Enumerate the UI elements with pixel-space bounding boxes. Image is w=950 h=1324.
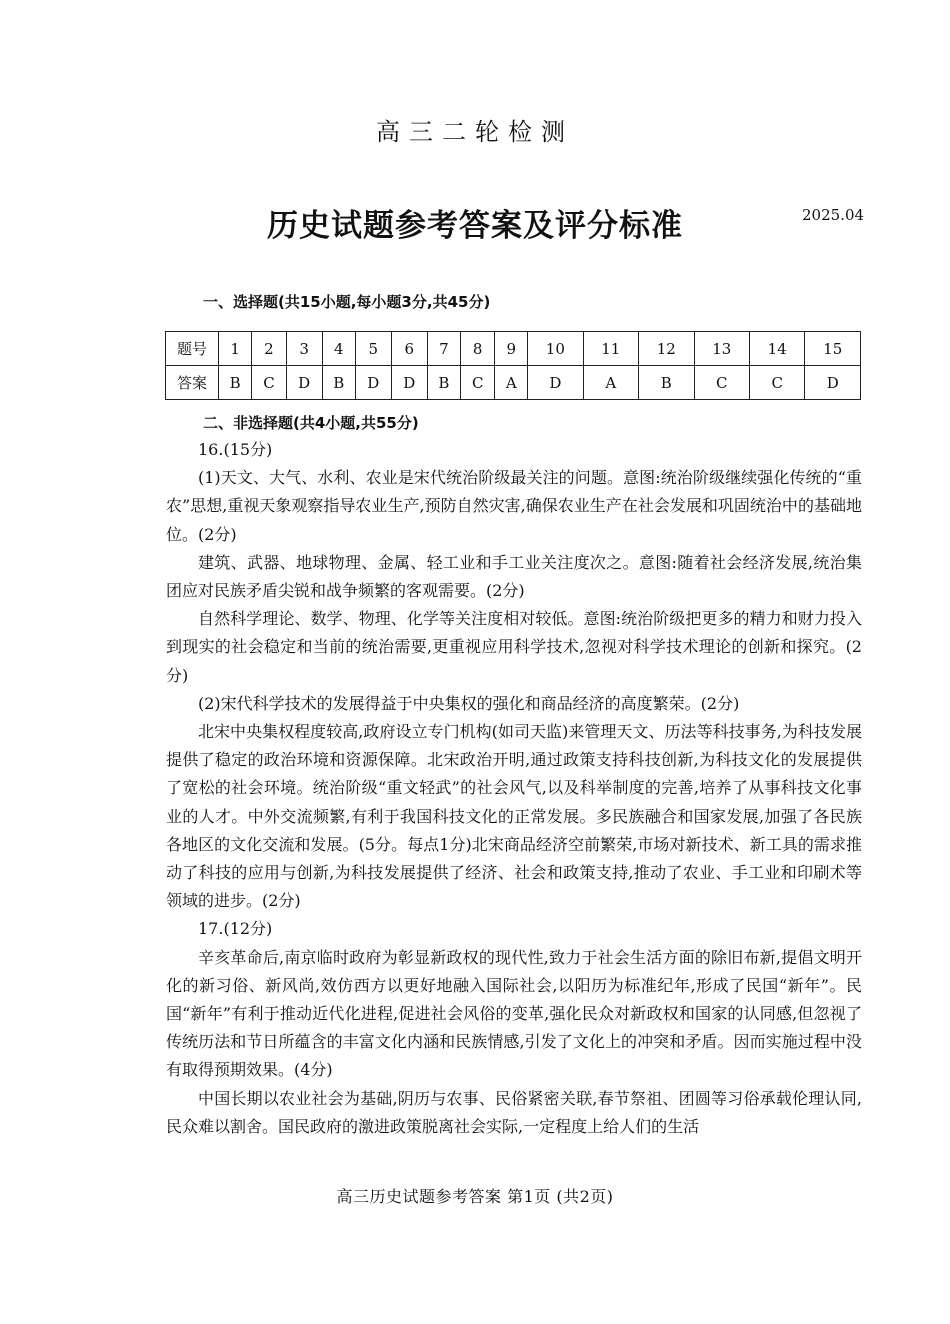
- answer-cell: B: [427, 366, 460, 400]
- question-number: 4: [322, 332, 355, 366]
- answer-cell: D: [355, 366, 391, 400]
- question-17-label: 17.(12分): [198, 919, 273, 939]
- question-number: 5: [355, 332, 391, 366]
- answer-cell: B: [219, 366, 252, 400]
- section-1-heading: 一、选择题(共15小题,每小题3分,共45分): [203, 293, 491, 311]
- question-number: 3: [286, 332, 322, 366]
- answer-table: [165, 331, 861, 400]
- question-number-row: [166, 332, 861, 366]
- q16-paragraph: (2)宋代科学技术的发展得益于中央集权的强化和商品经济的高度繁荣。(2分): [198, 693, 740, 713]
- q16-paragraph: 建筑、武器、地球物理、金属、轻工业和手工业关注度次之。意图:随着社会经济发展,统治集团应对民族矛盾尖锐和战争频繁的客观需要。(2分): [166, 552, 862, 601]
- answer-cell: C: [252, 366, 286, 400]
- page-footer: 高三历史试题参考答案 第1页 (共2页): [336, 1187, 614, 1206]
- answer-cell: D: [528, 366, 583, 400]
- q17-paragraph: 辛亥革命后,南京临时政府为彰显新政权的现代性,致力于社会生活方面的除旧布新,提倡文明开化的新习俗、新风尚,效仿西方以更好地融入国际社会,以阳历为标准纪年,形成了民国“新年”。民国“新年”有利于推动近代化进程,促进社会风俗的变革,强化民众对新政权和国家的认同感,但忽视了传统历法和节日所蕴含的丰富文化内涵和民族情感,引发了文化上的冲突和矛盾。因而实施过程中没有取得预期效果。(4分): [166, 947, 862, 1080]
- answer-body: [166, 436, 862, 1141]
- document-title: 历史试题参考答案及评分标准: [267, 208, 683, 244]
- row-label-answers: 答案: [166, 366, 219, 400]
- q16-paragraph: (1)天文、大气、水利、农业是宋代统治阶级最关注的问题。意图:统治阶级继续强化传统的“重农”思想,重视天象观察指导农业生产,预防自然灾害,确保农业生产在社会发展和巩固统治中的基础地位。(2分): [166, 468, 862, 544]
- question-number: 10: [528, 332, 583, 366]
- answer-row: [166, 366, 861, 400]
- q16-paragraph: 自然科学理论、数学、物理、化学等关注度相对较低。意图:统治阶级把更多的精力和财力投入到现实的社会稳定和当前的统治需要,更重视应用科学技术,忽视对科学技术理论的创新和探究。(2分): [166, 609, 862, 685]
- question-number: 13: [694, 332, 749, 366]
- question-number: 14: [749, 332, 804, 366]
- question-number: 8: [460, 332, 494, 366]
- section-2-heading: 二、非选择题(共4小题,共55分): [203, 414, 419, 432]
- question-number: 6: [391, 332, 427, 366]
- answer-cell: D: [286, 366, 322, 400]
- document-date: 2025.04: [802, 206, 865, 224]
- question-number: 11: [583, 332, 638, 366]
- question-number: 1: [219, 332, 252, 366]
- question-16-label: 16.(15分): [198, 440, 273, 459]
- question-number: 7: [427, 332, 460, 366]
- answer-cell: A: [583, 366, 638, 400]
- q17-paragraph: 中国长期以农业社会为基础,阴历与农事、民俗紧密关联,春节祭祖、团圆等习俗承载伦理认同,民众难以割舍。国民政府的激进政策脱离社会实际,一定程度上给人们的生活: [166, 1088, 862, 1136]
- exam-title: 高三二轮检测: [376, 118, 574, 146]
- answer-cell: D: [391, 366, 427, 400]
- question-number: 2: [252, 332, 286, 366]
- question-number: 15: [805, 332, 861, 366]
- question-number: 12: [639, 332, 694, 366]
- answer-cell: B: [322, 366, 355, 400]
- answer-cell: D: [805, 366, 861, 400]
- answer-cell: C: [460, 366, 494, 400]
- answer-cell: B: [639, 366, 694, 400]
- answer-cell: C: [694, 366, 749, 400]
- q16-paragraph: 北宋中央集权程度较高,政府设立专门机构(如司天监)来管理天文、历法等科技事务,为科技发展提供了稳定的政治环境和资源保障。北宋政治开明,通过政策支持科技创新,为科技文化的发展提供了宽松的社会环境。统治阶级“重文轻武”的社会风气,以及科举制度的完善,培养了从事科技文化事业的人才。中外交流频繁,有利于我国科技文化的正常发展。多民族融合和国家发展,加强了各民族各地区的文化交流和发展。(5分。每点1分)北宋商品经济空前繁荣,市场对新技术、新工具的需求推动了科技的应用与创新,为科技发展提供了经济、社会和政策支持,推动了农业、手工业和印刷术等领域的进步。(2分): [166, 722, 862, 911]
- answer-cell: C: [749, 366, 804, 400]
- question-number: 9: [495, 332, 528, 366]
- answer-cell: A: [495, 366, 528, 400]
- row-label-numbers: 题号: [166, 332, 219, 366]
